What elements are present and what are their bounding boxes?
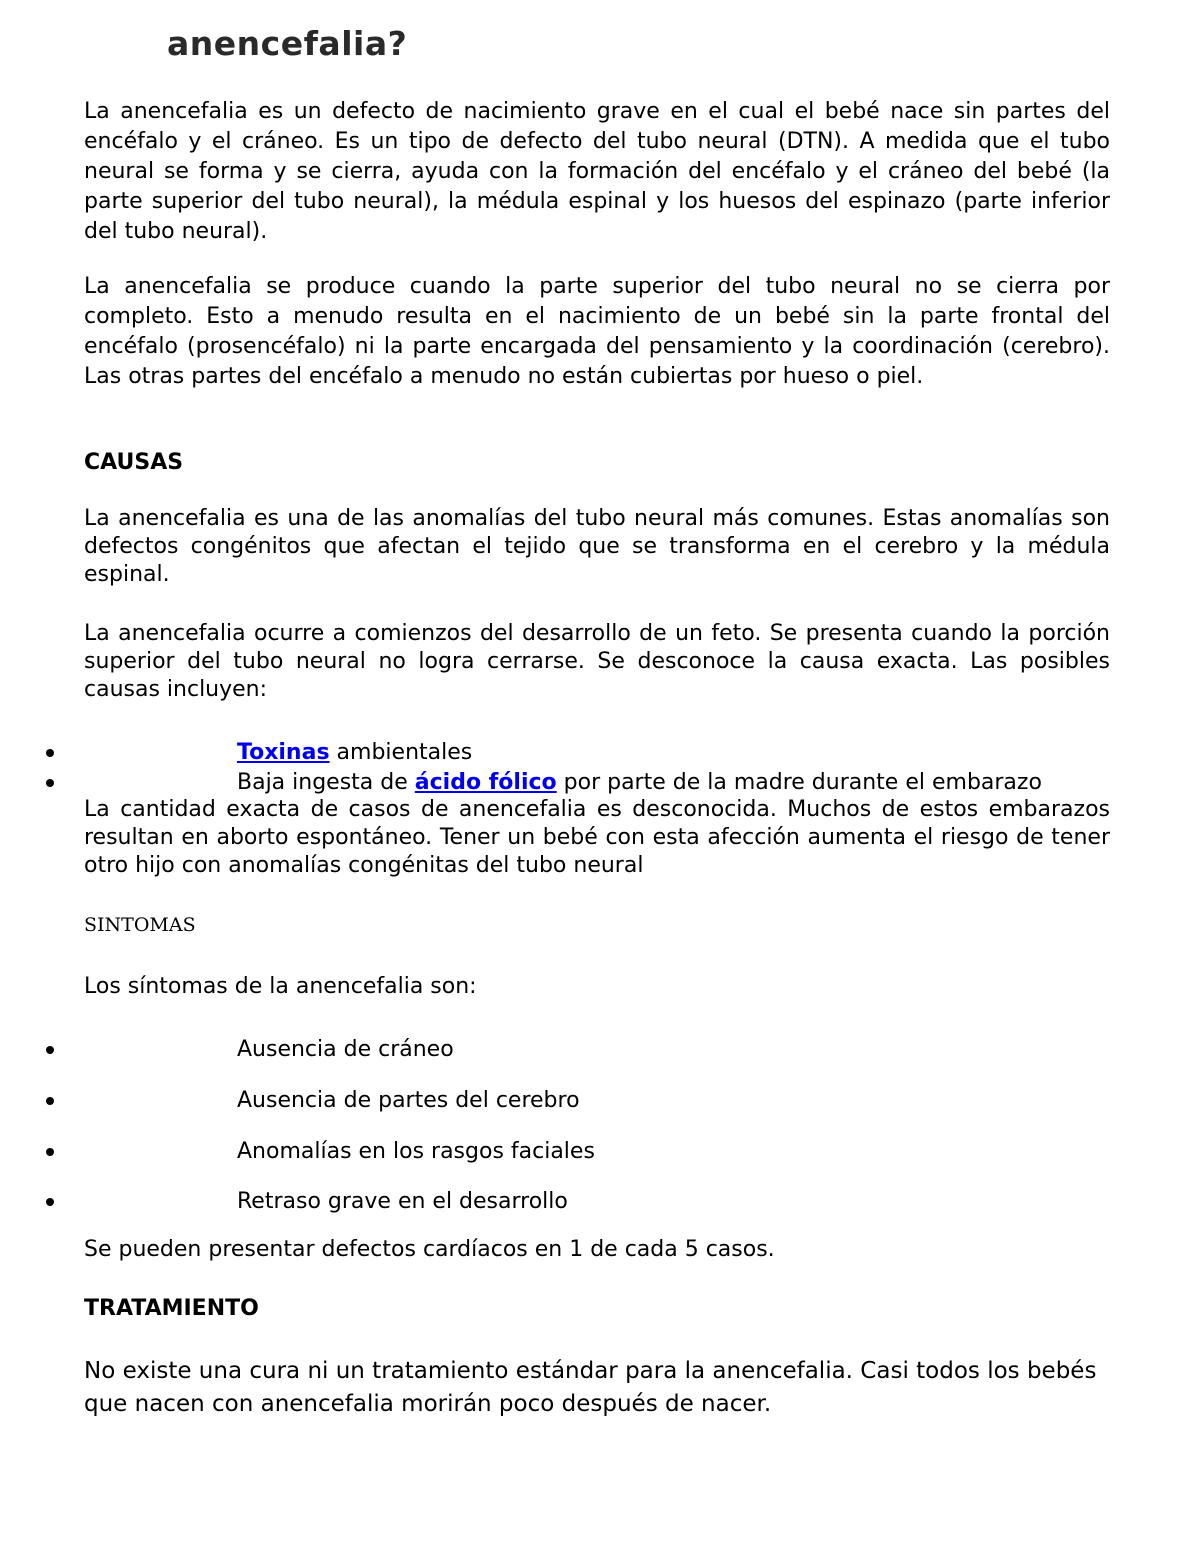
list-item-text: Anomalías en los rasgos faciales (237, 1139, 595, 1164)
toxinas-link[interactable]: Toxinas (237, 740, 330, 765)
tratamiento-heading: TRATAMIENTO (84, 1296, 259, 1321)
sintomas-note: Se pueden presentar defectos cardíacos en 1 de cada 5 casos. (84, 1237, 775, 1262)
causas-list-item (0, 738, 1200, 768)
list-item-text: Retraso grave en el desarrollo (237, 1189, 568, 1214)
acido-folico-link[interactable]: ácido fólico (414, 770, 557, 795)
causas-paragraph-1: La anencefalia es una de las anomalías del tubo neural más comunes. Estas anomalías son defectos congénitos que afectan el tejido que se transforma en el cerebro y la médula espinal. (84, 506, 1110, 587)
sintomas-heading: SINTOMAS (84, 914, 196, 936)
page-title: anencefalia? (167, 24, 408, 63)
list-item-rest: por parte de la madre durante el embarazo (556, 770, 1042, 795)
list-item-pre: Baja ingesta de (237, 770, 415, 795)
sintomas-list-item (0, 1086, 1200, 1116)
list-item-text: Ausencia de cráneo (237, 1037, 454, 1062)
sintomas-list-item (0, 1137, 1200, 1167)
sintomas-list-item (0, 1035, 1200, 1065)
causas-paragraph-2: La anencefalia ocurre a comienzos del desarrollo de un feto. Se presenta cuando la porción superior del tubo neural no logra cerrarse. Se desconoce la causa exacta. Las posibles causas incluyen: (84, 621, 1110, 702)
causas-paragraph-3: La cantidad exacta de casos de anencefalia es desconocida. Muchos de estos embarazos resultan en aborto espontáneo. Tener un bebé con esta afección aumenta el riesgo de tener otro hijo con anomalías congénitas del tubo neural (84, 797, 1110, 878)
intro-paragraph-2: La anencefalia se produce cuando la parte superior del tubo neural no se cierra por completo. Esto a menudo resulta en el nacimiento de un bebé sin la parte frontal del encéfalo (prosencéfalo) ni la parte encargada del pensamiento y la coordinación (cerebro). Las otras partes del encéfalo a menudo no están cubiertas por hueso o piel. (84, 274, 1110, 389)
tratamiento-paragraph: No existe una cura ni un tratamiento estándar para la anencefalia. Casi todos los bebés que nacen con anencefalia morirán poco después de nacer. (84, 1358, 1097, 1417)
list-item-rest: ambientales (329, 740, 473, 765)
sintomas-list-item (0, 1187, 1200, 1217)
list-item-text (237, 738, 472, 768)
intro-paragraph-1: La anencefalia es un defecto de nacimiento grave en el cual el bebé nace sin partes del encéfalo y el cráneo. Es un tipo de defecto del tubo neural (DTN). A medida que el tubo neural se forma y se cierra, ayuda con la formación del encéfalo y el cráneo del bebé (la parte superior del tubo neural), la médula espinal y los huesos del espinazo (parte inferior del tubo neural). (84, 99, 1110, 244)
causas-list-item (0, 768, 1200, 798)
list-item-text: Ausencia de partes del cerebro (237, 1088, 580, 1113)
sintomas-intro: Los síntomas de la anencefalia son: (84, 974, 477, 999)
causas-heading: CAUSAS (84, 450, 184, 475)
list-item-text (237, 768, 1042, 798)
